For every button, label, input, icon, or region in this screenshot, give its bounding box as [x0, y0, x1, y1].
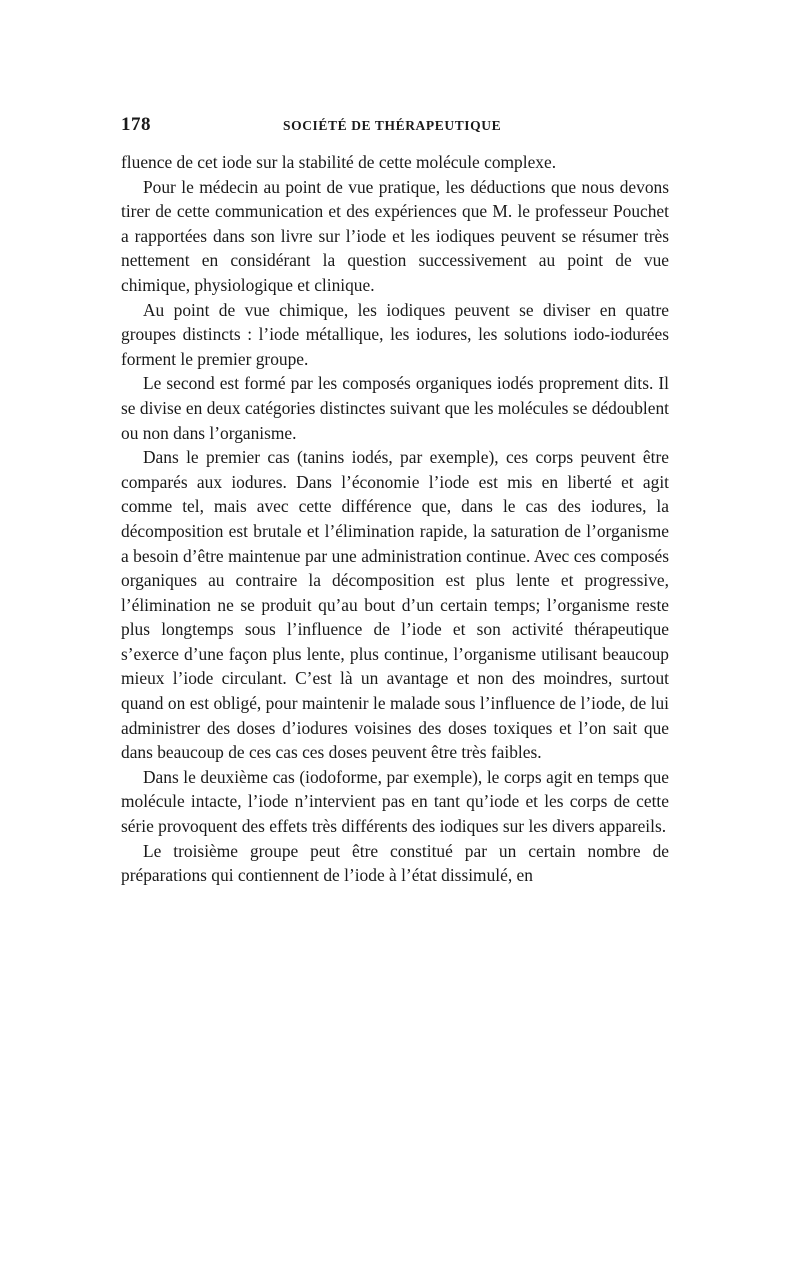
page-number: 178	[121, 114, 151, 135]
paragraph: Au point de vue chimique, les iodiques peuvent se diviser en quatre groupes distincts : l’iode métallique, les iodures, les solutions iodo-iodurées forment le premier groupe.	[121, 299, 669, 369]
running-title: SOCIÉTÉ DE THÉRAPEUTIQUE	[283, 118, 502, 133]
paragraph-continuation: fluence de cet iode sur la stabilité de cette molécule complexe.	[121, 152, 557, 172]
paragraph: Pour le médecin au point de vue pratique, les déductions que nous devons tirer de cette communication et des expériences que M. le professeur Pouchet a rapportées dans son livre sur l’iode et les iodiques peuvent se résumer très nettement en considérant la question successivement au point de vue chimique, physiologique et clinique.	[121, 176, 669, 295]
paragraph: Le troisième groupe peut être constitué par un certain nombre de préparations qui contiennent de l’iode à l’état dissimulé, en	[121, 840, 669, 886]
paragraph: Dans le premier cas (tanins iodés, par exemple), ces corps peuvent être comparés aux iodures. Dans l’économie l’iode est mis en liberté et agit comme tel, mais avec cette différence que, dans le cas des iodures, la décomposition est brutale et l’élimination rapide, la saturation de l’organisme a besoin d’être maintenue par une administration continue. Avec ces composés organiques au contraire la décomposition est plus lente et progressive, l’élimination ne se produit qu’au bout d’un certain temps; l’organisme reste plus longtemps sous l’influence de l’iode et son activité thérapeutique s’exerce d’une façon plus lente, plus continue, l’organisme utilisant beaucoup mieux l’iode circulant. C’est là un avantage et non des moindres, surtout quand on est obligé, pour maintenir le malade sous l’influence de l’iode, de lui administrer des doses d’iodures voisines des doses toxiques et l’on sait que dans beaucoup de ces cas ces doses peuvent être très faibles.	[121, 447, 669, 763]
running-head	[121, 114, 669, 144]
paragraph: Dans le deuxième cas (iodoforme, par exemple), le corps agit en temps que molécule intacte, l’iode n’intervient pas en tant qu’iode et les corps de cette série provoquent des effets très différents des iodiques sur les divers appareils.	[121, 766, 669, 837]
body-text	[121, 150, 669, 888]
paragraph: Le second est formé par les composés organiques iodés proprement dits. Il se divise en deux catégories distinctes suivant que les molécules se dédoublent ou non dans l’organisme.	[121, 373, 669, 443]
